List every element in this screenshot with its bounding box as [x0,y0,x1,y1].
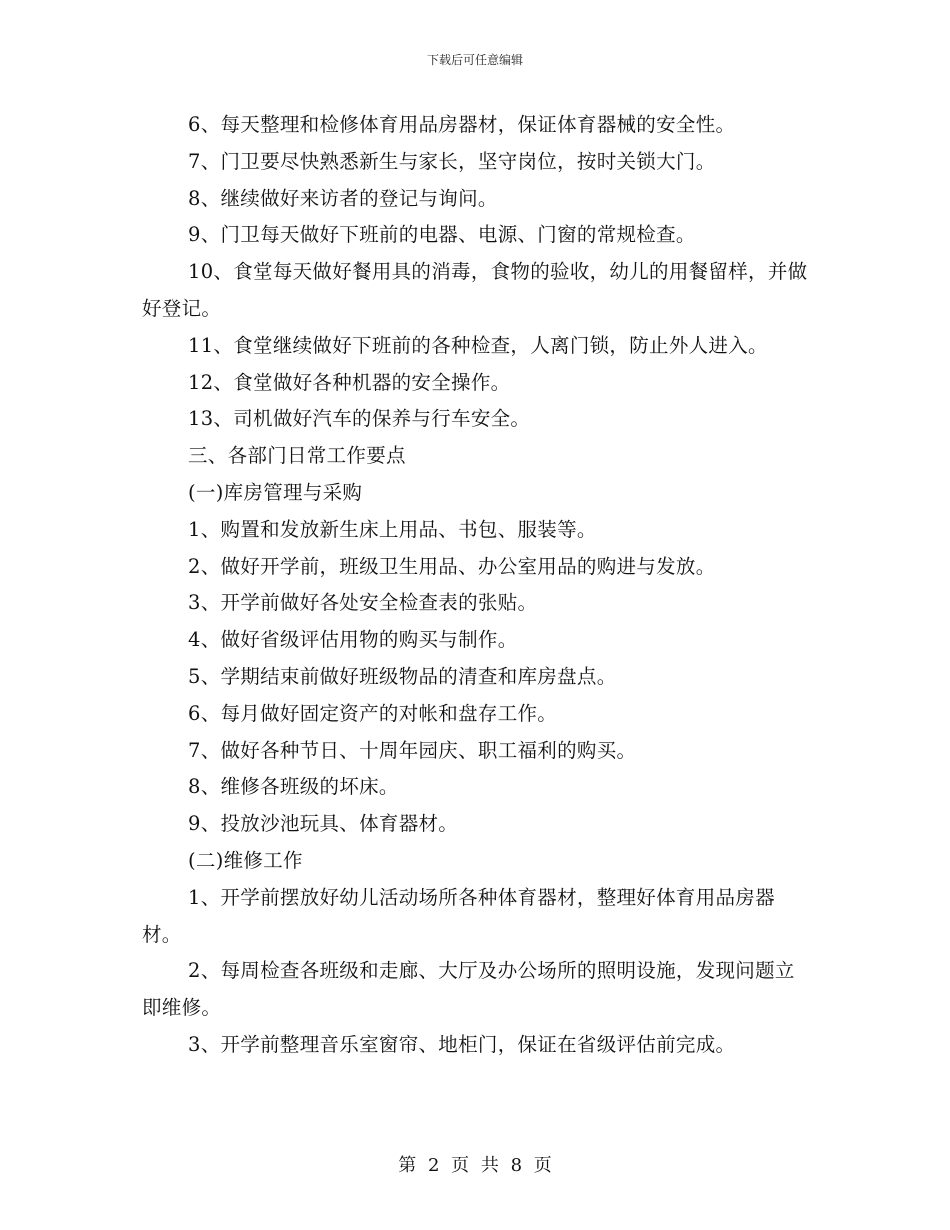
paragraph: 3、开学前整理音乐室窗帘、地柜门，保证在省级评估前完成。 [188,1032,736,1056]
paragraph: 2、每周检查各班级和走廊、大厅及办公场所的照明设施，发现问题立即维修。 [142,959,795,1020]
paragraph: 2、做好开学前，班级卫生用品、办公室用品的购进与发放。 [188,554,716,578]
paragraph: 1、开学前摆放好幼儿活动场所各种体育器材，整理好体育用品房器材。 [142,885,775,946]
paragraph: 12、食堂做好各种机器的安全操作。 [188,370,511,394]
paragraph: 8、继续做好来访者的登记与询问。 [188,186,498,210]
document-body [142,107,808,1064]
page-header: 下载后可任意编辑 [426,53,523,67]
paragraph: 13、司机做好汽车的保养与行车安全。 [188,407,531,431]
paragraph: 8、维修各班级的坏床。 [188,775,399,799]
paragraph: 4、做好省级评估用物的购买与制作。 [188,628,518,652]
paragraph: 5、学期结束前做好班级物品的清查和库房盘点。 [188,664,617,688]
paragraph: 7、门卫要尽快熟悉新生与家长，坚守岗位，按时关锁大门。 [188,149,716,173]
paragraph: 9、投放沙池玩具、体育器材。 [188,812,459,836]
paragraph: 9、门卫每天做好下班前的电器、电源、门窗的常规检查。 [188,223,696,247]
subsection-heading: (二)维修工作 [188,848,303,872]
paragraph: 6、每月做好固定资产的对帐和盘存工作。 [188,701,558,725]
paragraph: 7、做好各种节日、十周年园庆、职工福利的购买。 [188,738,637,762]
page-number-footer: 第 2 页 共 8 页 [398,1155,552,1176]
paragraph: 1、购置和发放新生床上用品、书包、服装等。 [188,517,597,541]
paragraph: 11、食堂继续做好下班前的各种检查，人离门锁，防止外人进入。 [188,333,768,357]
paragraph: 6、每天整理和检修体育用品房器材，保证体育器械的安全性。 [188,113,736,136]
section-heading: 三、各部门日常工作要点 [188,444,406,468]
subsection-heading: (一)库房管理与采购 [188,480,363,504]
paragraph: 3、开学前做好各处安全检查表的张贴。 [188,591,538,615]
paragraph: 10、食堂每天做好餐用具的消毒，食物的验收，幼儿的用餐留样，并做好登记。 [142,260,808,320]
